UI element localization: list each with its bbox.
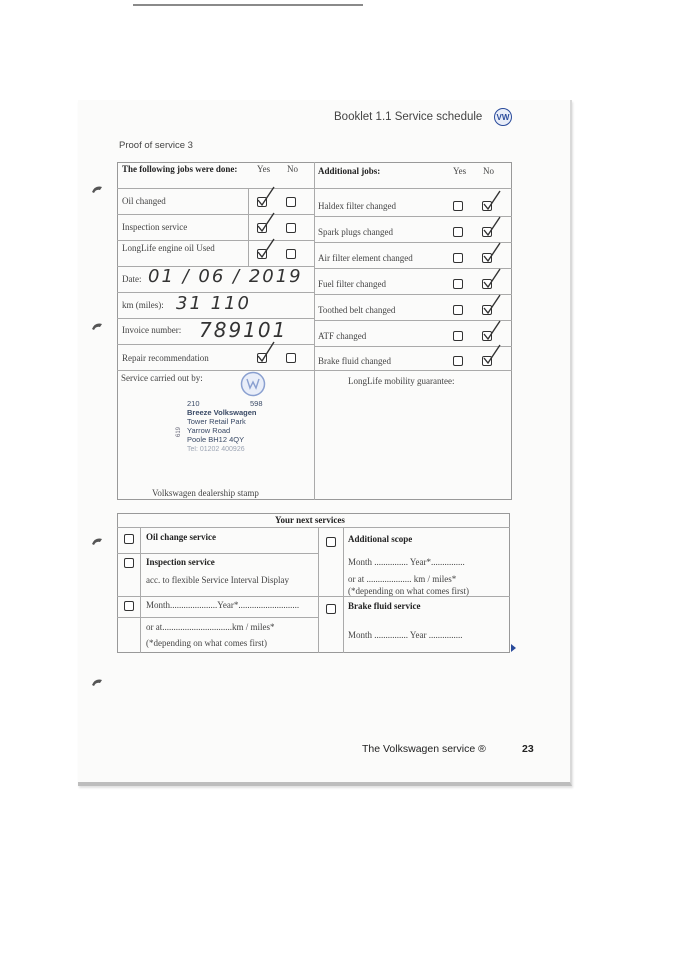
scope-depending-note: (*depending on what comes first) <box>348 586 469 596</box>
additional-yes-header: Yes <box>453 166 467 176</box>
invoice-value[interactable]: 789101 <box>199 318 288 342</box>
check-mark-icon <box>480 216 502 238</box>
check-mark-icon <box>480 190 502 212</box>
stamp-side-code: 619 <box>176 426 182 437</box>
additional-heading: Additional jobs: <box>318 166 381 176</box>
job-air-filter: Air filter element changed <box>318 253 413 263</box>
row-divider <box>117 370 512 371</box>
km-value[interactable]: 31 110 <box>176 293 251 314</box>
next-services-heading: Your next services <box>275 515 345 525</box>
job-spark-plugs: Spark plugs changed <box>318 227 393 237</box>
stamp-address-1: Tower Retail Park <box>187 417 246 426</box>
column-divider <box>248 188 249 266</box>
column-divider <box>343 527 344 653</box>
month-year-field[interactable]: Month.....................Year*........................... <box>146 600 300 610</box>
job-brake-fluid: Brake fluid changed <box>318 356 391 366</box>
check-mark-icon <box>254 212 276 234</box>
top-edge-line <box>133 4 363 6</box>
row-divider <box>117 188 512 189</box>
binder-ring-icon <box>90 320 106 336</box>
jobs-no-header: No <box>287 164 298 174</box>
job-atf: ATF changed <box>318 331 367 341</box>
stamp-code-left: 210 <box>187 399 200 408</box>
km-miles-field[interactable]: or at...............................km / miles* <box>146 622 275 632</box>
oil-change-service-checkbox[interactable] <box>124 534 134 544</box>
stamp-code-right: 598 <box>250 399 263 408</box>
stamp-address-3: Poole BH12 4QY <box>187 435 245 444</box>
oil-changed-no-checkbox[interactable] <box>286 197 296 207</box>
brake-fluid-service-label: Brake fluid service <box>348 601 421 611</box>
brake-fluid-service-checkbox[interactable] <box>326 604 336 614</box>
binder-ring-icon <box>90 676 106 692</box>
date-label: Date: <box>122 274 142 284</box>
check-mark-icon <box>480 242 502 264</box>
row-divider <box>117 617 318 618</box>
month-year-checkbox[interactable] <box>124 601 134 611</box>
job-inspection-service: Inspection service <box>122 222 188 232</box>
longlife-no-checkbox[interactable] <box>286 249 296 259</box>
inspection-no-checkbox[interactable] <box>286 223 296 233</box>
inspection-interval-note: acc. to flexible Service Interval Display <box>146 575 289 585</box>
brake-month-year-field[interactable]: Month ............... Year ............... <box>348 630 463 640</box>
proof-title: Proof of service 3 <box>119 140 193 151</box>
check-mark-icon <box>480 344 502 366</box>
inspection-service-checkbox[interactable] <box>124 558 134 568</box>
page-number: 23 <box>522 743 534 755</box>
job-fuel-filter: Fuel filter changed <box>318 279 386 289</box>
repair-label: Repair recommendation <box>122 353 209 363</box>
date-value[interactable]: 01 / 06 / 2019 <box>148 266 303 287</box>
scope-month-year-field[interactable]: Month ............... Year*............... <box>348 557 465 567</box>
row-divider <box>117 240 314 241</box>
stamp-phone: Tel: 01202 400926 <box>187 446 245 453</box>
booklet-title: Booklet 1.1 Service schedule <box>334 111 483 123</box>
scope-km-miles-field[interactable]: or at .................... km / miles* <box>348 574 457 584</box>
additional-no-header: No <box>483 166 494 176</box>
column-divider <box>140 527 141 653</box>
column-divider <box>314 162 315 500</box>
binder-ring-icon <box>90 535 106 551</box>
binder-ring-icon <box>90 183 106 199</box>
additional-scope-checkbox[interactable] <box>326 537 336 547</box>
stamp-address-2: Yarrow Road <box>187 426 231 435</box>
footer-service-text: The Volkswagen service ® <box>362 743 486 755</box>
job-toothed-belt: Toothed belt changed <box>318 305 396 315</box>
dealer-vw-logo-icon <box>240 371 266 397</box>
depending-note: (*depending on what comes first) <box>146 638 267 648</box>
jobs-yes-header: Yes <box>257 164 271 174</box>
dealer-stamp <box>187 399 287 454</box>
row-divider <box>117 214 314 215</box>
brake-fluid-yes-checkbox[interactable] <box>453 356 463 366</box>
next-page-arrow-icon <box>511 644 516 652</box>
atf-yes-checkbox[interactable] <box>453 331 463 341</box>
job-longlife-oil: LongLife engine oil Used <box>122 243 215 253</box>
stamp-dealer-name: Breeze Volkswagen <box>187 408 257 417</box>
toothed-belt-yes-checkbox[interactable] <box>453 305 463 315</box>
check-mark-icon <box>480 320 502 342</box>
stamp-caption: Volkswagen dealership stamp <box>152 488 259 498</box>
check-mark-icon <box>480 294 502 316</box>
longlife-guarantee-label: LongLife mobility guarantee: <box>348 376 455 386</box>
job-haldex: Haldex filter changed <box>318 201 396 211</box>
invoice-label: Invoice number: <box>122 325 182 335</box>
oil-change-service-label: Oil change service <box>146 532 216 542</box>
check-mark-icon <box>254 238 276 260</box>
row-divider <box>117 527 510 528</box>
air-filter-yes-checkbox[interactable] <box>453 253 463 263</box>
km-label: km (miles): <box>122 300 164 310</box>
jobs-heading: The following jobs were done: <box>122 164 238 174</box>
row-divider <box>117 344 314 345</box>
carried-out-label: Service carried out by: <box>121 373 203 383</box>
job-oil-changed: Oil changed <box>122 196 166 206</box>
check-mark-icon <box>254 340 276 362</box>
additional-scope-label: Additional scope <box>348 534 413 544</box>
row-divider <box>117 596 510 597</box>
column-divider <box>318 527 319 653</box>
vw-logo-icon: VW <box>494 108 512 126</box>
repair-no-checkbox[interactable] <box>286 353 296 363</box>
haldex-yes-checkbox[interactable] <box>453 201 463 211</box>
check-mark-icon <box>254 186 276 208</box>
row-divider <box>117 553 318 554</box>
inspection-service-label: Inspection service <box>146 557 215 567</box>
check-mark-icon <box>480 268 502 290</box>
spark-yes-checkbox[interactable] <box>453 227 463 237</box>
fuel-filter-yes-checkbox[interactable] <box>453 279 463 289</box>
